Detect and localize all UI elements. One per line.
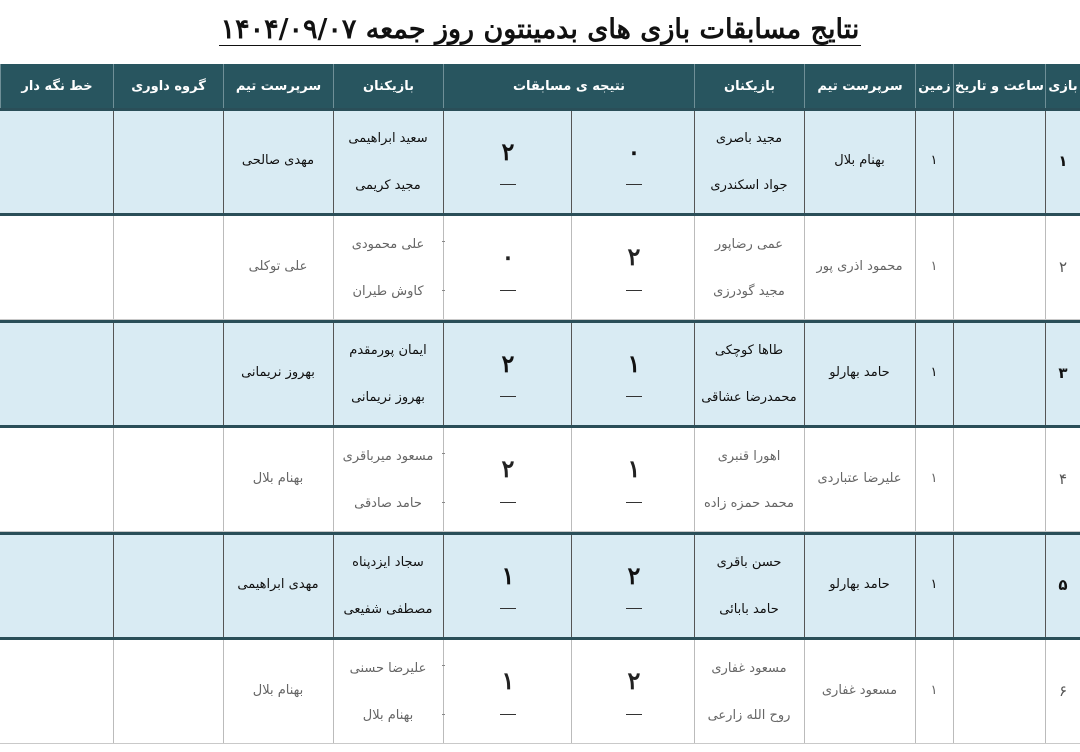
score-b: ۲	[501, 453, 515, 483]
column-divider	[113, 428, 114, 531]
player-a2: محمدرضا عشاقی	[701, 390, 797, 406]
column-divider	[571, 428, 572, 531]
score-b: ۲	[501, 136, 515, 166]
game-number: ۳	[1058, 364, 1068, 382]
player-b1: ایمان پورمقدم	[349, 343, 427, 359]
score-underline	[500, 396, 516, 397]
column-divider	[113, 111, 114, 213]
header-players-b: بازیکنان	[333, 64, 443, 108]
table-row	[0, 216, 1080, 320]
header-game: بازی	[1045, 64, 1080, 108]
score-a: ۱	[627, 453, 641, 483]
score-a: ۲	[627, 665, 641, 695]
column-divider	[694, 111, 695, 213]
table-row	[0, 428, 1080, 532]
score-underline	[500, 290, 516, 291]
column-divider	[571, 111, 572, 213]
score-underline	[500, 184, 516, 185]
score-underline	[626, 290, 642, 291]
column-divider	[333, 216, 334, 319]
bullet-mark	[442, 665, 445, 666]
header-court: زمین	[915, 64, 953, 108]
score-a: ۱	[627, 348, 641, 378]
player-b2: کاوش طیران	[352, 284, 424, 300]
player-a1: طاها کوچکی	[714, 343, 784, 359]
score-b: ۰	[501, 241, 515, 271]
player-b1: علیرضا حسنی	[349, 660, 427, 676]
column-divider	[443, 640, 444, 743]
court-number: ۱	[930, 470, 938, 486]
header-result: نتیجه ی مسابقات	[443, 64, 694, 108]
column-divider	[113, 535, 114, 637]
player-a1: عمی رضاپور	[714, 236, 784, 252]
score-b: ۱	[501, 665, 515, 695]
column-divider	[1045, 640, 1046, 743]
score-underline	[500, 502, 516, 503]
column-divider	[113, 323, 114, 425]
score-underline	[626, 396, 642, 397]
header-datetime: ساعت و تاریخ	[953, 64, 1045, 108]
player-b1: سجاد ایزدپناه	[352, 555, 424, 571]
court-number: ۱	[930, 365, 938, 380]
column-divider	[1045, 428, 1046, 531]
score-underline	[626, 714, 642, 715]
column-divider	[694, 640, 695, 743]
column-divider	[333, 428, 334, 531]
score-a: ۲	[627, 241, 641, 271]
player-b1: مسعود میرباقری	[342, 448, 434, 464]
column-divider	[953, 323, 954, 425]
table-row	[0, 532, 1080, 640]
column-divider	[1045, 216, 1046, 319]
page-title-text: نتایج مسابقات بازی های بدمینتون روز جمعه ۱۴۰۴/۰۹/۰۷	[220, 14, 860, 45]
player-a1: مجید باصری	[715, 131, 783, 147]
game-number: ۶	[1058, 681, 1068, 700]
table-row	[0, 640, 1080, 744]
table-row	[0, 108, 1080, 216]
player-b1: علی محمودی	[351, 236, 425, 252]
column-divider	[443, 535, 444, 637]
player-b2: بهروز نریمانی	[351, 390, 425, 406]
player-b2: بهنام بلال	[362, 708, 414, 724]
score-underline	[500, 714, 516, 715]
team-captain-a: علیرضا عتباردی	[817, 470, 902, 486]
page-title	[0, 0, 1080, 60]
column-divider	[571, 216, 572, 319]
bullet-mark	[442, 241, 445, 242]
team-captain-b: علی توکلی	[248, 258, 308, 274]
header-referee: گروه داوری	[113, 64, 223, 108]
header-captain-b: سرپرست تیم	[223, 64, 333, 108]
column-divider	[1045, 111, 1046, 213]
player-a2: حامد بابائی	[719, 602, 779, 618]
column-divider	[571, 323, 572, 425]
column-divider	[443, 216, 444, 319]
column-divider	[333, 323, 334, 425]
column-divider	[694, 323, 695, 425]
column-divider	[113, 216, 114, 319]
team-captain-a: حامد بهارلو	[829, 577, 890, 592]
game-number: ۱	[1058, 152, 1068, 170]
player-b2: مصطفی شفیعی	[343, 602, 433, 618]
court-number: ۱	[930, 577, 938, 592]
team-captain-b: بهنام بلال	[252, 682, 304, 698]
player-a1: مسعود غفاری	[711, 660, 787, 676]
player-a2: روح الله زارعی	[707, 708, 791, 724]
score-underline	[626, 184, 642, 185]
column-divider	[1045, 323, 1046, 425]
score-b: ۲	[501, 348, 515, 378]
column-divider	[333, 111, 334, 213]
column-divider	[113, 640, 114, 743]
bullet-mark	[442, 290, 445, 291]
player-a1: حسن باقری	[716, 555, 782, 571]
column-divider	[694, 535, 695, 637]
column-divider	[333, 535, 334, 637]
score-a: ۰	[627, 136, 641, 166]
column-divider	[694, 216, 695, 319]
game-number: ۴	[1058, 469, 1068, 488]
team-captain-b: مهدی ابراهیمی	[237, 577, 319, 592]
bullet-mark	[442, 502, 445, 503]
game-number: ۵	[1058, 576, 1068, 594]
header-captain-a: سرپرست تیم	[804, 64, 915, 108]
team-captain-a: حامد بهارلو	[829, 365, 890, 380]
column-divider	[571, 640, 572, 743]
column-divider	[333, 640, 334, 743]
team-captain-a: بهنام بلال	[834, 153, 885, 168]
column-divider	[571, 535, 572, 637]
game-number: ۲	[1058, 257, 1068, 276]
player-a2: محمد حمزه زاده	[704, 496, 794, 512]
header-players-a: بازیکنان	[694, 64, 804, 108]
court-number: ۱	[930, 153, 938, 168]
table-row	[0, 320, 1080, 428]
score-a: ۲	[627, 560, 641, 590]
column-divider	[1045, 535, 1046, 637]
team-captain-a: مسعود غفاری	[821, 682, 898, 698]
team-captain-b: بهروز نریمانی	[241, 365, 315, 380]
court-number: ۱	[930, 682, 938, 698]
column-divider	[953, 535, 954, 637]
column-divider	[953, 111, 954, 213]
score-underline	[626, 608, 642, 609]
column-divider	[694, 428, 695, 531]
team-captain-b: مهدی صالحی	[241, 153, 315, 168]
column-divider	[443, 428, 444, 531]
player-a1: اهورا قنبری	[717, 448, 781, 464]
player-b2: مجید کریمی	[355, 178, 421, 194]
court-number: ۱	[930, 258, 938, 274]
score-b: ۱	[501, 560, 515, 590]
column-divider	[953, 428, 954, 531]
player-b2: حامد صادقی	[354, 496, 422, 512]
score-underline	[626, 502, 642, 503]
score-underline	[500, 608, 516, 609]
team-captain-a: محمود اذری پور	[816, 258, 903, 274]
bullet-mark	[442, 453, 445, 454]
column-divider	[443, 323, 444, 425]
team-captain-b: بهنام بلال	[252, 470, 304, 486]
column-divider	[953, 640, 954, 743]
header-line-judge: خط نگه دار	[0, 64, 113, 108]
player-a2: مجید گودرزی	[713, 284, 785, 300]
player-b1: سعید ابراهیمی	[348, 131, 428, 147]
column-divider	[443, 111, 444, 213]
column-divider	[953, 216, 954, 319]
bullet-mark	[442, 714, 445, 715]
results-table	[0, 64, 1080, 748]
player-a2: جواد اسکندری	[710, 178, 788, 194]
